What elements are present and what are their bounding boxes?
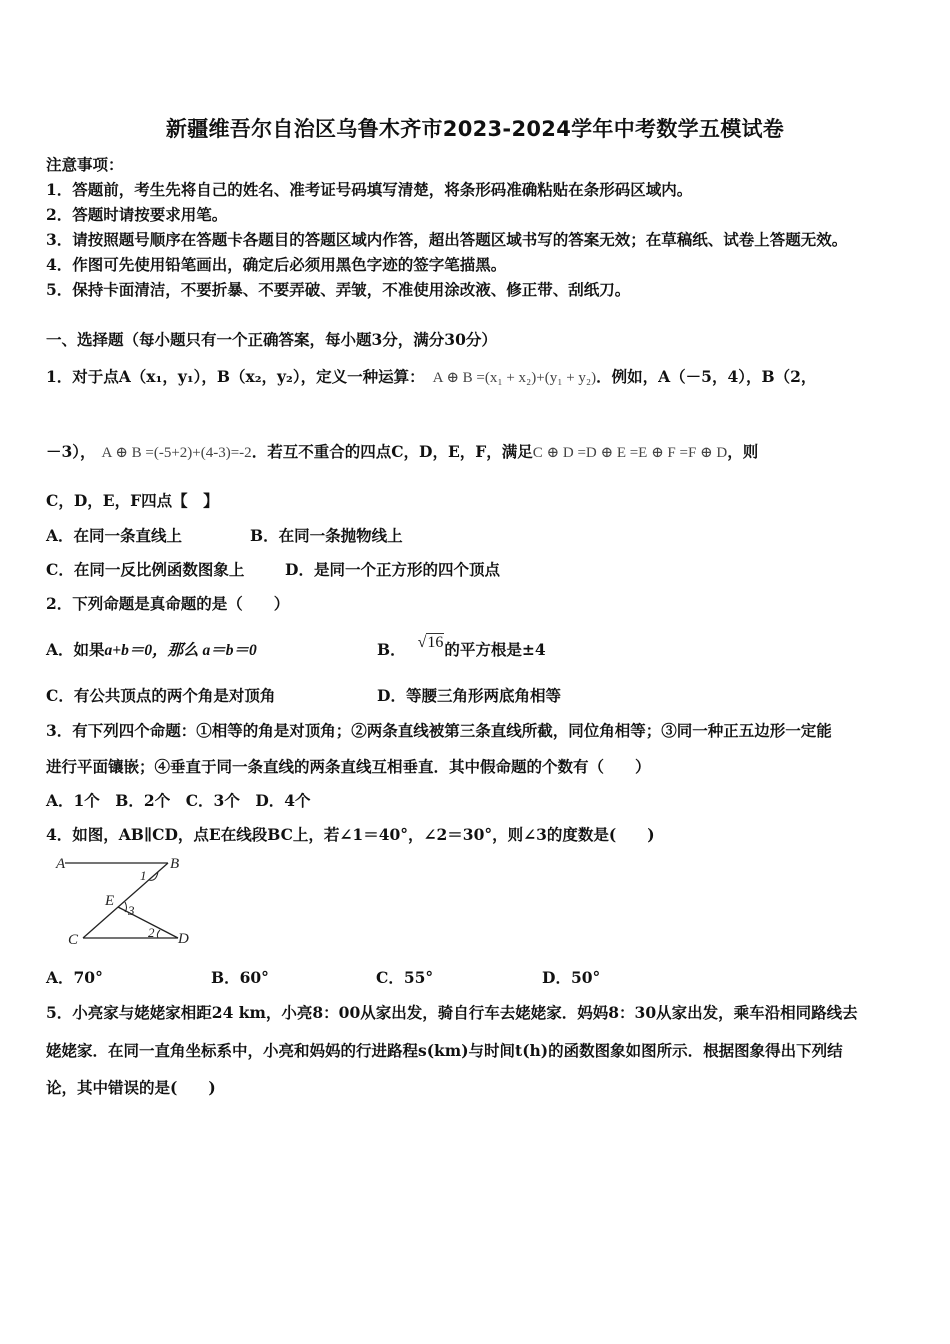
notice-item: 1．答题前，考生先将自己的姓名、准考证号码填写清楚，将条形码准确粘贴在条形码区域内。 xyxy=(46,180,693,199)
label-angle-3: 3 xyxy=(128,903,135,918)
label-a: A xyxy=(56,856,66,872)
label-c: C xyxy=(68,932,79,948)
question-1-line-2 xyxy=(46,440,758,462)
q2-option-b xyxy=(377,634,546,660)
q2-option-c: C．有公共顶点的两个角是对顶角 xyxy=(46,686,276,705)
q4-option-a: A．70° xyxy=(46,968,103,987)
q1-formula-example: A ⊕ B =(-5+2)+(4-3)=-2 xyxy=(101,445,252,461)
q1-text-c: －3）， xyxy=(46,442,96,461)
notice-heading: 注意事项： xyxy=(46,155,124,174)
geometry-figure xyxy=(50,850,200,950)
q3-options: A．1个 B．2个 C．3个 D．4个 xyxy=(46,791,311,810)
question-2-stem: 2．下列命题是真命题的是（ ） xyxy=(46,594,290,613)
question-1-line-3: C，D，E，F四点【 】 xyxy=(46,491,219,510)
notice-item: 4．作图可先使用铅笔画出，确定后必须用黑色字迹的签字笔描黑。 xyxy=(46,255,507,274)
q2-option-a-prefix: A．如果 xyxy=(46,640,105,659)
label-angle-1: 1 xyxy=(140,868,147,883)
q1-text-a: 1．对于点A（x₁，y₁），B（x₂，y₂），定义一种运算： xyxy=(46,367,425,386)
q2-option-a-math: a+b＝0，那么 a＝b＝0 xyxy=(104,642,257,659)
q4-option-c: C．55° xyxy=(376,968,434,987)
q1-option-b: B．在同一条抛物线上 xyxy=(250,526,403,545)
question-5-line-2: 姥姥家．在同一直角坐标系中，小亮和妈妈的行进路程s(km)与时间t(h)的函数图象如图所示．根据图象得出下列结 xyxy=(46,1041,843,1060)
question-5-line-1: 5．小亮家与姥姥家相距24 km，小亮8：00从家出发，骑自行车去姥姥家．妈妈8：30从家出发，乘车沿相同路线去 xyxy=(46,1003,858,1022)
question-1-line-1 xyxy=(46,365,816,387)
q1-text-b: ．例如，A（－5，4），B（2， xyxy=(596,367,817,386)
q1-option-d: D．是同一个正方形的四个顶点 xyxy=(285,560,500,579)
q2-radicand: 16 xyxy=(427,634,444,651)
question-3-line-1: 3．有下列四个命题：①相等的角是对顶角；②两条直线被第三条直线所截，同位角相等；③同一种正五边形一定能 xyxy=(46,721,832,740)
label-d: D xyxy=(178,931,189,947)
q1-text-d: ．若互不重合的四点C，D，E，F，满足 xyxy=(251,442,533,461)
notice-item: 2．答题时请按要求用笔。 xyxy=(46,205,228,224)
q1-text-e: ，则 xyxy=(727,442,759,461)
label-angle-2: 2 xyxy=(148,925,155,940)
q1-option-c: C．在同一反比例函数图象上 xyxy=(46,560,245,579)
q2-option-d: D．等腰三角形两底角相等 xyxy=(377,686,561,705)
notice-item: 3．请按照题号顺序在答题卡各题目的答题区域内作答，超出答题区域书写的答案无效；在草稿纸、试卷上答题无效。 xyxy=(46,230,848,249)
q4-option-b: B．60° xyxy=(211,968,269,987)
q1-formula-definition: A ⊕ B =(x₁ + x₂)+(y₁ + y₂) xyxy=(432,370,597,386)
q2-option-a xyxy=(46,638,257,660)
sqrt-symbol: √16 xyxy=(417,634,444,651)
label-e: E xyxy=(105,893,115,909)
label-b: B xyxy=(170,856,180,872)
q1-formula-condition: C ⊕ D =D ⊕ E =E ⊕ F =F ⊕ D xyxy=(532,445,728,461)
notice-item: 5．保持卡面清洁，不要折暴、不要弄破、弄皱，不准使用涂改液、修正带、刮纸刀。 xyxy=(46,280,631,299)
question-5-line-3: 论，其中错误的是( ) xyxy=(46,1078,216,1097)
angle-2-arc xyxy=(157,930,160,938)
section-heading: 一、选择题（每小题只有一个正确答案，每小题3分，满分30分） xyxy=(46,330,497,349)
question-3-line-2: 进行平面镶嵌；④垂直于同一条直线的两条直线互相垂直．其中假命题的个数有（ ） xyxy=(46,757,651,776)
exam-title: 新疆维吾尔自治区乌鲁木齐市2023-2024学年中考数学五模试卷 xyxy=(165,117,785,141)
q2-option-b-suffix: 的平方根是±4 xyxy=(444,640,546,659)
q1-option-a: A．在同一条直线上 xyxy=(46,526,183,545)
q2-option-b-prefix: B． xyxy=(377,640,406,659)
q4-option-d: D．50° xyxy=(542,968,601,987)
question-4-stem: 4．如图，AB∥CD，点E在线段BC上，若∠1＝40°，∠2＝30°，则∠3的度数是( ) xyxy=(46,825,655,844)
